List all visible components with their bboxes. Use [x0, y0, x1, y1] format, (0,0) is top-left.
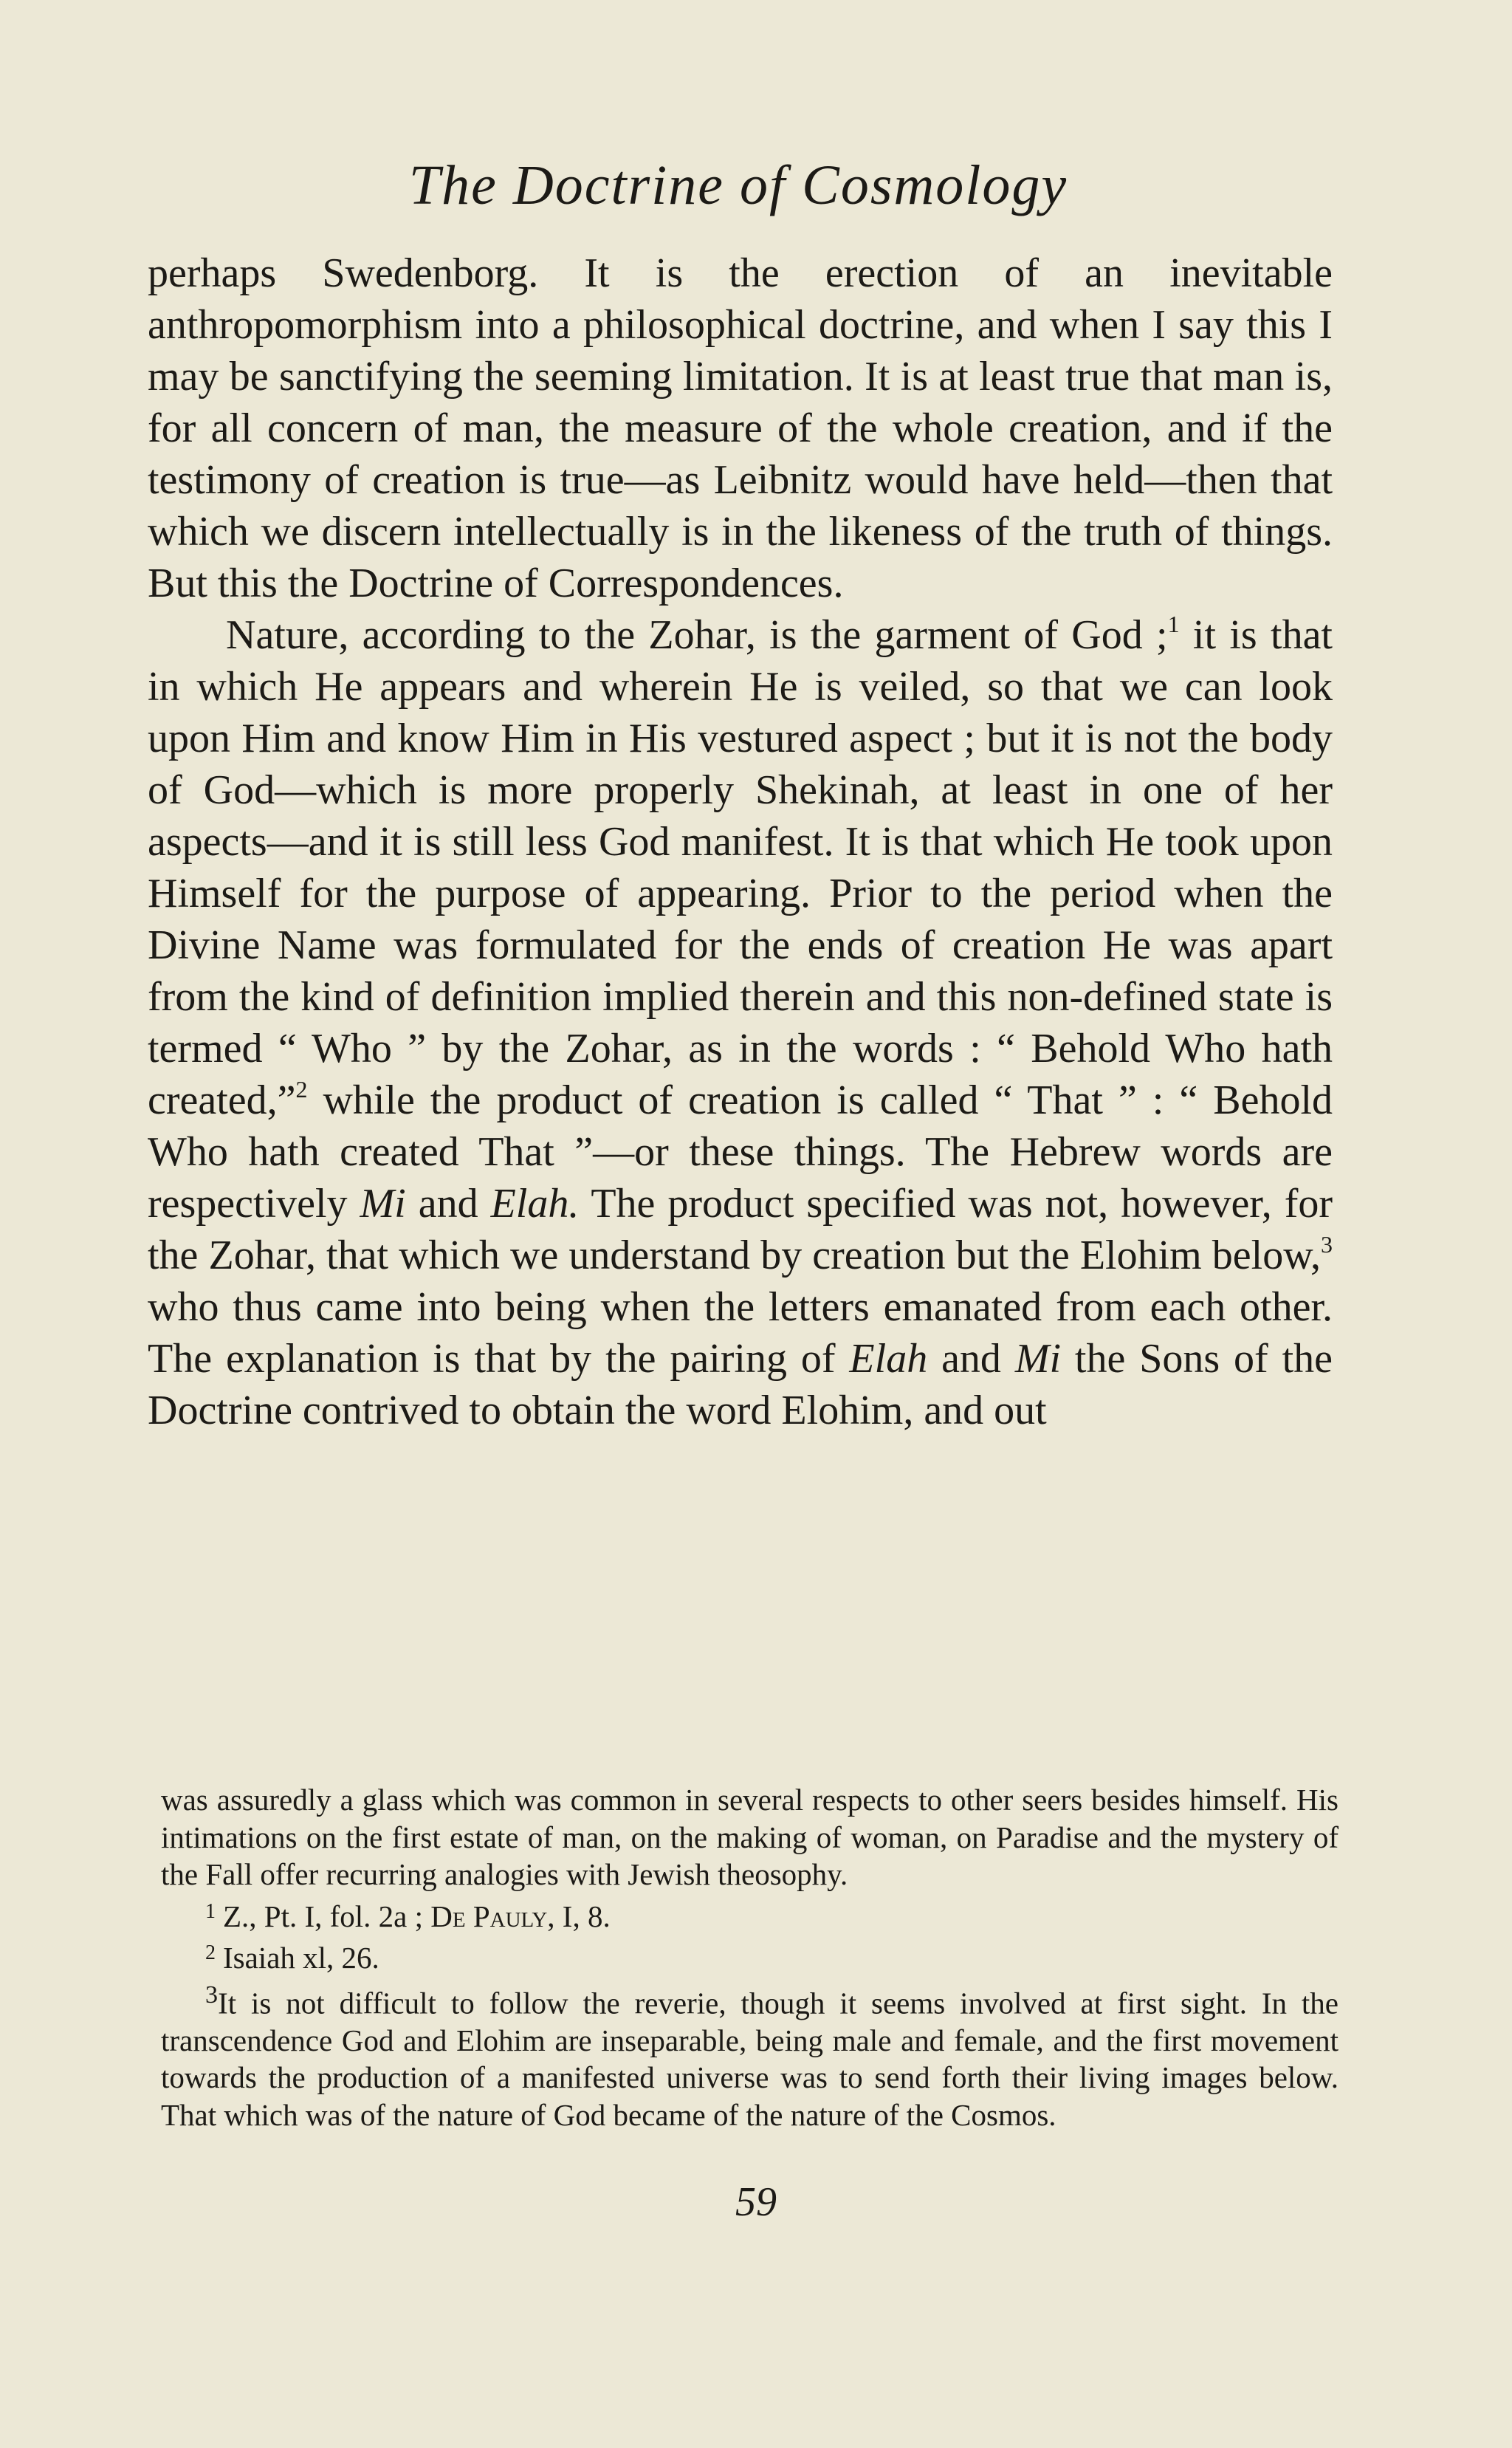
- paragraph-1: [148, 247, 1333, 609]
- paragraph-2: [148, 609, 1333, 1436]
- footnote-3-text: It is not difficult to follow the reverie, though it seems involved at first sight. In the transcendence God and Elohim are inseparable, being male and female, and the first movement towards the production of a manifested universe was to send forth their living images below. That which was of the nature of God became of the nature of the Cosmos.: [161, 1986, 1339, 2132]
- main-text: [148, 247, 1333, 1436]
- footnote-1-text: Z., Pt. I, fol. 2a ;: [223, 1899, 431, 1933]
- footnote-1-text-2: , I, 8.: [547, 1899, 611, 1933]
- paragraph-1-text: perhaps Swedenborg. It is the erection of an inevitable anthropomorphism into a philosophical doctrine, and when I say this I may be sanctifying the seeming limitation. It is at least true that man is, for all concern of man, the measure of the whole creation, and if the testimony of creation is true—as Leibnitz would have held—then that which we discern intellectually is in the likeness of the truth of things. But this the Doctrine of Correspondences.: [148, 250, 1333, 606]
- paragraph-2-text-a: Nature, according to the Zohar, is the garment of God ;: [226, 612, 1168, 658]
- hebrew-word-mi: Mi: [360, 1181, 406, 1227]
- paragraph-2-text-c: while the product of creation is called “ That ” : “ Behold Who hath created That ”—or these things. The Hebrew words are respectively: [148, 1077, 1333, 1227]
- footnote-1-mark: 1: [205, 1899, 216, 1923]
- footnote-2: [161, 1935, 1339, 1977]
- paragraph-2-text-d: and: [405, 1181, 491, 1227]
- footnote-ref-3[interactable]: 3: [1321, 1231, 1333, 1258]
- paragraph-2-text-h: the Sons of the Doctrine contrived to obtain the word Elohim, and out: [148, 1336, 1333, 1433]
- footnotes: [161, 1781, 1339, 2133]
- running-header: The Doctrine of Cosmology: [408, 154, 1068, 216]
- footnote-3-mark: 3: [205, 1981, 219, 2009]
- hebrew-word-mi-2: Mi: [1014, 1336, 1062, 1382]
- footnote-ref-1[interactable]: 1: [1167, 611, 1180, 637]
- hebrew-word-elah-2: Elah: [849, 1336, 928, 1382]
- hebrew-word-elah: Elah.: [490, 1181, 580, 1227]
- footnote-2-text: Isaiah xl, 26.: [223, 1941, 379, 1975]
- paragraph-2-text-e: The product specified was not, however, for the Zohar, that which we understand by creation but the Elohim below,: [148, 1181, 1333, 1278]
- footnote-1: [161, 1893, 1339, 1936]
- page-number: 59: [735, 2179, 777, 2225]
- footnote-3: [161, 1977, 1339, 2134]
- paragraph-2-text-b: it is that in which He appears and wherein He is veiled, so that we can look upon Him and know Him in His vestured aspect ; but it is not the body of God—which is more properly Shekinah, at least in one of her aspects—and it is still less God manifest. It is that which He took upon Himself for the purpose of appearing. Prior to the period when the Divine Name was formulated for the ends of creation He was apart from the kind of definition implied therein and this non-defined state is termed “ Who ” by the Zohar, as in the words : “ Behold Who hath created,”: [148, 612, 1333, 1123]
- footnote-1-author: De Pauly: [430, 1899, 548, 1933]
- footnote-ref-2[interactable]: 2: [295, 1076, 308, 1103]
- footnote-2-mark: 2: [205, 1941, 216, 1964]
- footnote-continuation: was assuredly a glass which was common in several respects to other seers besides himself. His intimations on the first estate of man, on the making of woman, on Paradise and the mystery of the Fall offer recurring analogies with Jewish theosophy.: [161, 1783, 1339, 1891]
- paragraph-2-text-f: who thus came into being when the letters emanated from each other. The explanation is that by the pairing of: [148, 1284, 1333, 1382]
- paragraph-2-text-g: and: [927, 1336, 1015, 1382]
